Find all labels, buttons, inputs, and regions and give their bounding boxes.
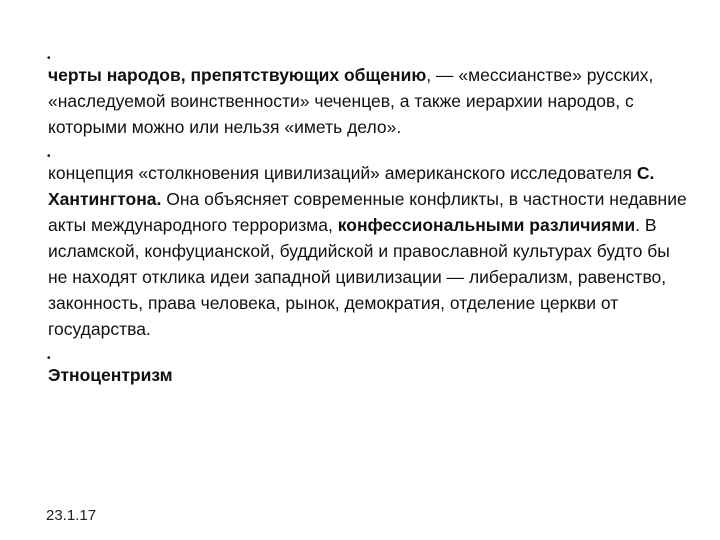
text-run: концепция «столкновения цивилизаций» американского исследователя [48,163,637,183]
text-run: . В исламской, конфуцианской, буддийской и православной культурах будто бы не находят отклика идеи западной цивилизации — либерализм, равенство, законность, права человека, рынок, демократия, отделение церкви от государства. [48,215,670,339]
author-name: С. Хантингтона. [48,163,655,209]
bold-phrase: Этноцентризм [48,365,173,385]
bullet-icon: • [47,151,51,162]
slide-date: 23.1.17 [46,507,97,524]
paragraph-clash-of-civilizations [47,151,688,342]
bold-phrase: черты народов, препятствующих общению [48,65,427,85]
text-run: Она объясняет современные конфликты, в частности недавние акты международного терроризма, [48,189,687,235]
paragraph-people-traits [47,53,688,140]
bullet-icon: • [47,53,51,64]
paragraph-ethnocentrism [47,353,688,388]
text-run: , — «мессианстве» русских, «наследуемой воинственности» чеченцев, а также иерархии народов, с которыми можно или нельзя «иметь дело». [48,65,654,137]
bullet-icon: • [47,353,51,364]
slide-content [47,53,688,408]
bold-phrase: конфессиональными различиями [337,215,636,235]
